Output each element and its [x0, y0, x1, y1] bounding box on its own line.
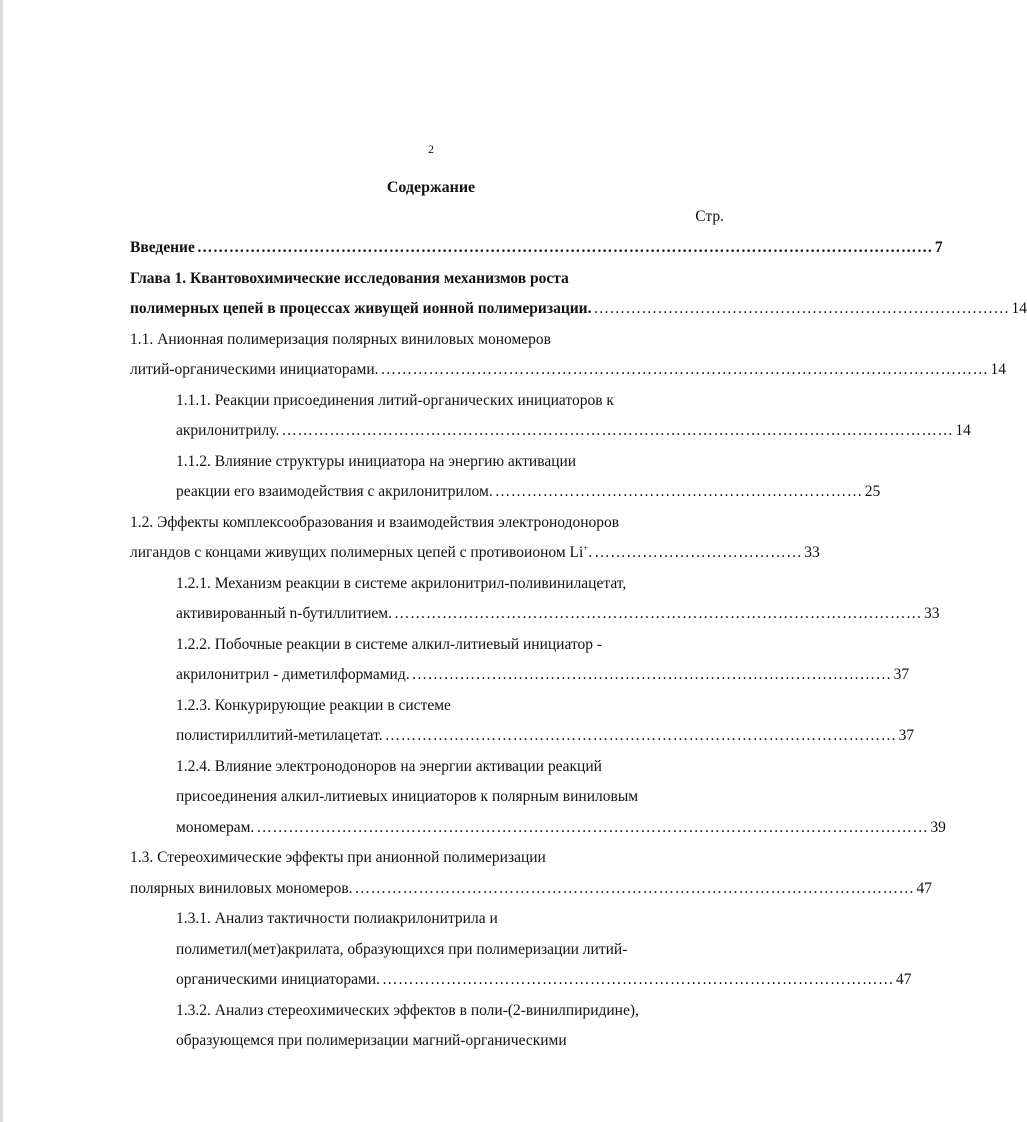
toc-entry-page: 7: [934, 239, 943, 256]
superscript-plus: +: [583, 543, 589, 553]
toc-entry-title-end: .: [588, 544, 593, 561]
toc-entry-page: 37: [898, 727, 915, 744]
toc-entry-1-2-4[interactable]: [176, 818, 946, 838]
toc-section-1-2-1-title[interactable]: 1.2.1. Механизм реакции в системе акрилонитрил-поливинилацетат,: [176, 575, 627, 592]
toc-leader-dots: ………………………………………………………………………………………: [393, 605, 922, 622]
toc-section-1-1-2-title[interactable]: 1.1.2. Влияние структуры инициатора на энергию активации: [176, 453, 577, 470]
toc-leader-dots: …………………………………………………………………………………………………………………………: [196, 239, 933, 256]
page-title: Содержание: [386, 179, 476, 196]
toc-entry-page: 14: [1011, 300, 1027, 317]
toc-section-1-2-title[interactable]: 1.2. Эффекты комплексообразования и взаимодействия электронодоноров: [130, 514, 620, 531]
scan-edge: [0, 0, 3, 1122]
toc-entry-page: 37: [893, 666, 910, 683]
toc-entry-title: литий-органическими инициаторами.: [130, 361, 379, 378]
page-column-label: Стр.: [695, 208, 724, 225]
toc-entry-1-1[interactable]: [130, 360, 1007, 380]
toc-section-1-1-1-title[interactable]: 1.1.1. Реакции присоединения литий-органических инициаторов к: [176, 392, 614, 409]
toc-leader-dots: ……………………………………………………………: [494, 483, 863, 500]
toc-leader-dots: ……………………………………………………………………………………: [381, 971, 894, 988]
toc-entry-page: 14: [955, 422, 971, 439]
toc-section-1-3-title[interactable]: 1.3. Стереохимические эффекты при анионной полимеризации: [130, 849, 546, 866]
toc-entry-1-2-1[interactable]: [176, 604, 940, 624]
toc-entry-intro[interactable]: [130, 238, 943, 258]
toc-entry-1-3[interactable]: [130, 879, 933, 899]
toc-entry-page: 25: [864, 483, 881, 500]
toc-entry-title: активированный n-бутиллитием.: [176, 605, 392, 622]
toc-entry-title-text: лигандов с концами живущих полимерных цепей с противоионом Li: [130, 544, 584, 561]
toc-section-1-3-2-title-cont[interactable]: образующемся при полимеризации магний-органическими: [176, 1032, 567, 1049]
toc-entry-title: полярных виниловых мономеров.: [130, 880, 353, 897]
toc-section-1-2-2-title[interactable]: 1.2.2. Побочные реакции в системе алкил-литиевый инициатор -: [176, 636, 603, 653]
toc-section-1-3-2-title[interactable]: 1.3.2. Анализ стереохимических эффектов в поли-(2-винилпиридине),: [176, 1002, 639, 1019]
toc-leader-dots: ………………………………………………………………………………………………………………: [281, 422, 954, 439]
page-number: 2: [428, 142, 434, 156]
toc-entry-title: [130, 543, 592, 563]
toc-section-1-3-1-title-cont[interactable]: полиметил(мет)акрилата, образующихся при полимеризации литий-: [176, 941, 628, 958]
toc-entry-page: 33: [804, 544, 820, 561]
toc-entry-title: органическими инициаторами.: [176, 971, 380, 988]
toc-entry-chapter-1[interactable]: [130, 299, 1027, 319]
toc-leader-dots: ……………………………………………………………………………………: [384, 727, 897, 744]
toc-leader-dots: ………………………………………………………………………………: [411, 666, 892, 683]
toc-entry-title: реакции его взаимодействия с акрилонитрилом.: [176, 483, 493, 500]
toc-section-1-1-title[interactable]: 1.1. Анионная полимеризация полярных виниловых мономеров: [130, 331, 551, 348]
toc-entry-1-3-1[interactable]: [176, 970, 912, 990]
toc-entry-page: 33: [923, 605, 940, 622]
toc-entry-title: акрилонитрил - диметилформамид.: [176, 666, 410, 683]
toc-section-1-3-1-title[interactable]: 1.3.1. Анализ тактичности полиакрилонитрила и: [176, 910, 498, 927]
toc-leader-dots: ……………………………………………………………………………………………………: [380, 361, 989, 378]
toc-leader-dots: ……………………………………………………………………: [593, 300, 1010, 317]
toc-section-1-2-4-title-cont[interactable]: присоединения алкил-литиевых инициаторов к полярным виниловым: [176, 788, 639, 805]
toc-section-1-2-4-title[interactable]: 1.2.4. Влияние электронодоноров на энергии активации реакций: [176, 758, 602, 775]
toc-entry-1-2-3[interactable]: [176, 726, 915, 746]
toc-entry-title: полистириллитий-метилацетат.: [176, 727, 383, 744]
toc-entry-page: 14: [990, 361, 1007, 378]
toc-entry-page: 39: [930, 819, 946, 836]
toc-section-1-2-3-title[interactable]: 1.2.3. Конкурирующие реакции в системе: [176, 697, 451, 714]
toc-entry-1-1-2[interactable]: [176, 482, 881, 502]
toc-entry-page: 47: [895, 971, 912, 988]
toc-entry-title: мономерам.: [176, 819, 255, 836]
toc-entry-title: Введение: [130, 239, 195, 256]
toc-entry-title: полимерных цепей в процессах живущей ионной полимеризации.: [130, 300, 592, 317]
toc-chapter-1-title[interactable]: Глава 1. Квантовохимические исследования механизмов роста: [130, 270, 569, 287]
toc-entry-1-1-1[interactable]: [176, 421, 971, 441]
toc-entry-page: 47: [916, 880, 933, 897]
toc-entry-1-2[interactable]: [130, 543, 820, 563]
toc-leader-dots: …………………………………: [594, 544, 803, 561]
toc-entry-1-2-2[interactable]: [176, 665, 910, 685]
toc-leader-dots: ………………………………………………………………………………………………………………: [256, 819, 929, 836]
toc-leader-dots: ……………………………………………………………………………………………: [354, 880, 915, 897]
toc-entry-title: акрилонитрилу.: [176, 422, 280, 439]
